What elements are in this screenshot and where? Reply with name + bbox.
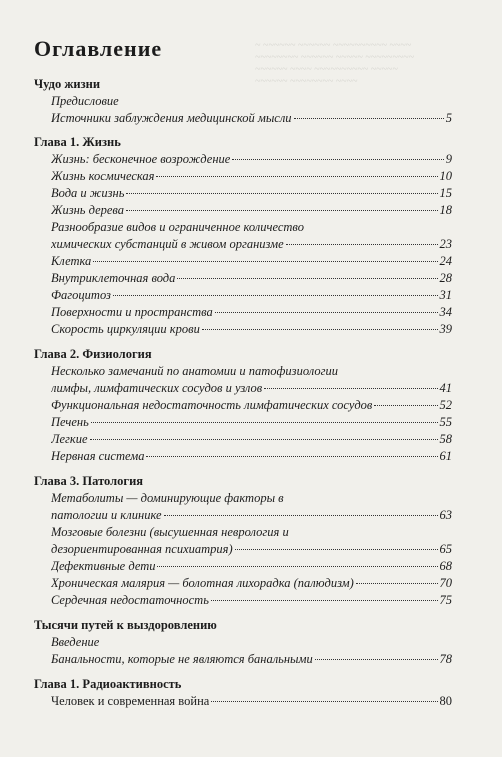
dot-leader bbox=[146, 456, 437, 457]
entry-list bbox=[34, 693, 452, 710]
toc-entry[interactable] bbox=[51, 414, 452, 431]
table-of-contents bbox=[34, 36, 452, 718]
toc-entry[interactable] bbox=[51, 110, 452, 127]
entry-list bbox=[34, 93, 452, 127]
dot-leader bbox=[177, 278, 437, 279]
entry-title: Нервная система bbox=[51, 449, 145, 463]
toc-entry[interactable] bbox=[51, 693, 452, 710]
dot-leader bbox=[315, 659, 438, 660]
dot-leader bbox=[294, 118, 444, 119]
toc-entry[interactable] bbox=[51, 219, 452, 236]
entry-title: Введение bbox=[51, 635, 100, 649]
entry-title: Фагоцитоз bbox=[51, 288, 111, 302]
section-heading: Тысячи путей к выздоровлению bbox=[34, 618, 217, 632]
dot-leader bbox=[126, 210, 437, 211]
section-heading: Чудо жизни bbox=[34, 77, 101, 91]
dot-leader bbox=[202, 329, 438, 330]
toc-entry[interactable] bbox=[51, 321, 452, 338]
entry-title: Функциональная недостаточность лимфатических сосудов bbox=[51, 398, 373, 412]
page-number: 70 bbox=[439, 576, 452, 590]
entry-title: Предисловие bbox=[51, 94, 119, 108]
toc-entry[interactable] bbox=[51, 304, 452, 321]
page-number: 63 bbox=[439, 508, 452, 522]
entry-title: Мозговые болезни (высушенная неврология и bbox=[51, 525, 289, 539]
page-number: 34 bbox=[439, 305, 452, 319]
entry-title: химических субстанций в живом организме bbox=[51, 237, 284, 251]
page-number: 15 bbox=[439, 186, 452, 200]
entry-title: Разнообразие видов и ограниченное количество bbox=[51, 220, 304, 234]
toc-section bbox=[34, 76, 452, 127]
toc-entry[interactable] bbox=[51, 287, 452, 304]
toc-sections bbox=[34, 76, 452, 710]
section-heading: Глава 2. Физиология bbox=[34, 347, 152, 361]
page-number: 5 bbox=[445, 111, 452, 125]
entry-title: Человек и современная война bbox=[51, 694, 210, 708]
entry-list bbox=[34, 151, 452, 338]
entry-title: Поверхности и пространства bbox=[51, 305, 213, 319]
toc-entry[interactable] bbox=[51, 634, 452, 651]
entry-title: Дефективные дети bbox=[51, 559, 156, 573]
entry-list bbox=[34, 363, 452, 465]
page-number: 10 bbox=[439, 169, 452, 183]
entry-title: Банальности, которые не являются банальными bbox=[51, 652, 313, 666]
entry-title: патологии и клинике bbox=[51, 508, 162, 522]
bleed-through-text: ~ ~~~~~~ ~~~~~~ ~~~~~~~~~~ ~~~~ ~~~~~~~~ ~~~~~~ ~~~~~ ~~~~~~~~~ ~~~~~~ ~~~~ ~~~~~~~~~~ ~~~~~ ~~~~~~ ~~~~~~~~ ~~~~ bbox=[255, 40, 414, 87]
page-number: 31 bbox=[439, 288, 452, 302]
dot-leader bbox=[93, 261, 437, 262]
toc-entry[interactable] bbox=[51, 236, 452, 253]
page-number: 41 bbox=[439, 381, 452, 395]
toc-entry[interactable] bbox=[51, 397, 452, 414]
dot-leader bbox=[356, 583, 438, 584]
page-number: 61 bbox=[439, 449, 452, 463]
toc-entry[interactable] bbox=[51, 380, 452, 397]
page-number: 68 bbox=[439, 559, 452, 573]
dot-leader bbox=[156, 176, 437, 177]
toc-entry[interactable] bbox=[51, 93, 452, 110]
toc-entry[interactable] bbox=[51, 575, 452, 592]
entry-title: Печень bbox=[51, 415, 89, 429]
entry-title: Жизнь космическая bbox=[51, 169, 155, 183]
dot-leader bbox=[211, 701, 437, 702]
page-number: 18 bbox=[439, 203, 452, 217]
entry-title: дезориентированная психиатрия) bbox=[51, 542, 233, 556]
toc-entry[interactable] bbox=[51, 363, 452, 380]
section-heading: Глава 1. Радиоактивность bbox=[34, 677, 182, 691]
toc-entry[interactable] bbox=[51, 185, 452, 202]
page-number: 52 bbox=[439, 398, 452, 412]
entry-title: Жизнь: бесконечное возрождение bbox=[51, 152, 231, 166]
dot-leader bbox=[374, 405, 437, 406]
dot-leader bbox=[90, 439, 438, 440]
dot-leader bbox=[126, 193, 437, 194]
toc-entry[interactable] bbox=[51, 558, 452, 575]
page-number: 39 bbox=[439, 322, 452, 336]
entry-title: Источники заблуждения медицинской мысли bbox=[51, 111, 292, 125]
entry-title: Внутриклеточная вода bbox=[51, 271, 176, 285]
entry-list bbox=[34, 634, 452, 668]
entry-title: Жизнь дерева bbox=[51, 203, 125, 217]
toc-entry[interactable] bbox=[51, 448, 452, 465]
entry-title: Сердечная недостаточность bbox=[51, 593, 209, 607]
page-number: 75 bbox=[439, 593, 452, 607]
dot-leader bbox=[264, 388, 437, 389]
entry-title: Несколько замечаний по анатомии и патофизиологии bbox=[51, 364, 338, 378]
dot-leader bbox=[164, 515, 438, 516]
section-heading: Глава 1. Жизнь bbox=[34, 135, 121, 149]
dot-leader bbox=[91, 422, 438, 423]
toc-entry[interactable] bbox=[51, 270, 452, 287]
toc-section bbox=[34, 617, 452, 668]
toc-entry[interactable] bbox=[51, 651, 452, 668]
toc-entry[interactable] bbox=[51, 541, 452, 558]
toc-section bbox=[34, 346, 452, 465]
dot-leader bbox=[211, 600, 438, 601]
toc-entry[interactable] bbox=[51, 202, 452, 219]
entry-title: лимфы, лимфатических сосудов и узлов bbox=[51, 381, 263, 395]
dot-leader bbox=[286, 244, 438, 245]
entry-list bbox=[34, 490, 452, 609]
entry-title: Метаболиты — доминирующие факторы в bbox=[51, 491, 284, 505]
toc-entry[interactable] bbox=[51, 431, 452, 448]
entry-title: Клетка bbox=[51, 254, 92, 268]
page-number: 24 bbox=[439, 254, 452, 268]
toc-entry[interactable] bbox=[51, 151, 452, 168]
dot-leader bbox=[235, 549, 438, 550]
toc-title: Оглавление bbox=[34, 36, 163, 61]
entry-title: Хроническая малярия — болотная лихорадка (палюдизм) bbox=[51, 576, 354, 590]
dot-leader bbox=[157, 566, 437, 567]
entry-title: Легкие bbox=[51, 432, 88, 446]
dot-leader bbox=[232, 159, 443, 160]
toc-entry[interactable] bbox=[51, 592, 452, 609]
toc-section bbox=[34, 134, 452, 338]
page-number: 23 bbox=[439, 237, 452, 251]
toc-entry[interactable] bbox=[51, 168, 452, 185]
page-number: 9 bbox=[445, 152, 452, 166]
entry-title: Вода и жизнь bbox=[51, 186, 125, 200]
page-number: 58 bbox=[439, 432, 452, 446]
toc-entry[interactable] bbox=[51, 253, 452, 270]
page-number: 28 bbox=[439, 271, 452, 285]
section-heading: Глава 3. Патология bbox=[34, 474, 144, 488]
toc-section bbox=[34, 676, 452, 710]
page-number: 78 bbox=[439, 652, 452, 666]
toc-entry[interactable] bbox=[51, 524, 452, 541]
toc-entry[interactable] bbox=[51, 507, 452, 524]
toc-section bbox=[34, 473, 452, 609]
dot-leader bbox=[215, 312, 438, 313]
entry-title: Скорость циркуляции крови bbox=[51, 322, 200, 336]
page-number: 80 bbox=[439, 694, 452, 708]
toc-entry[interactable] bbox=[51, 490, 452, 507]
page-number: 65 bbox=[439, 542, 452, 556]
page-number: 55 bbox=[439, 415, 452, 429]
dot-leader bbox=[113, 295, 438, 296]
